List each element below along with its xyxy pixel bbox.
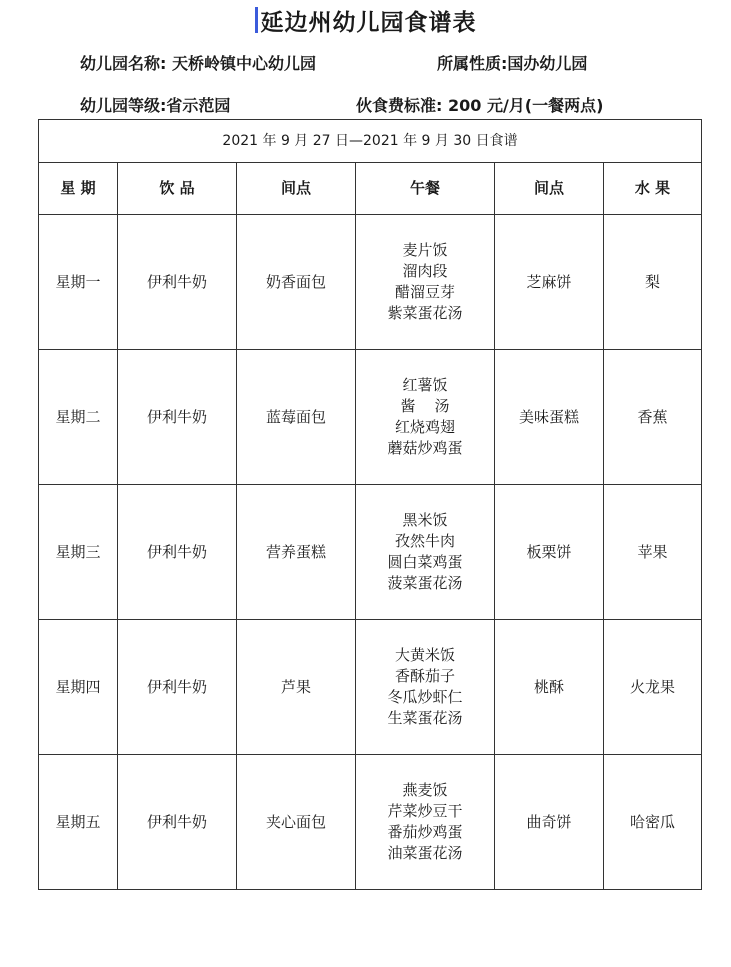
table-row [39, 755, 702, 890]
lunch-cell [356, 620, 495, 755]
date-range: 2021 年 9 月 27 日—2021 年 9 月 30 日食谱 [39, 120, 702, 163]
table-row [39, 620, 702, 755]
kindergarten-name: 幼儿园名称: 天桥岭镇中心幼儿园 [80, 54, 316, 73]
fruit-cell: 香蕉 [604, 350, 702, 485]
day-cell: 星期一 [39, 215, 118, 350]
drink-cell: 伊利牛奶 [118, 350, 237, 485]
lunch-item: 大黄米饭 [394, 646, 455, 664]
snack-afternoon-cell: 桃酥 [495, 620, 604, 755]
day-cell: 星期三 [39, 485, 118, 620]
day-cell: 星期五 [39, 755, 118, 890]
lunch-item: 麦片饭 [402, 241, 448, 259]
header-drink: 饮 品 [118, 163, 237, 215]
snack-afternoon-cell: 芝麻饼 [495, 215, 604, 350]
header-fruit: 水 果 [604, 163, 702, 215]
kindergarten-nature: 所属性质:国办幼儿园 [437, 54, 588, 73]
drink-cell: 伊利牛奶 [118, 485, 237, 620]
snack-afternoon-cell: 美味蛋糕 [495, 350, 604, 485]
lunch-item: 酱 汤 [400, 397, 450, 415]
day-cell: 星期二 [39, 350, 118, 485]
snack-morning-cell: 营养蛋糕 [237, 485, 356, 620]
snack-morning-cell: 奶香面包 [237, 215, 356, 350]
fruit-cell: 火龙果 [604, 620, 702, 755]
lunch-item: 紫菜蛋花汤 [387, 304, 463, 322]
kindergarten-level: 幼儿园等级:省示范园 [80, 96, 231, 115]
fruit-cell: 哈密瓜 [604, 755, 702, 890]
lunch-item: 冬瓜炒虾仁 [387, 688, 463, 706]
snack-morning-cell: 夹心面包 [237, 755, 356, 890]
snack-afternoon-cell: 曲奇饼 [495, 755, 604, 890]
table-row [39, 485, 702, 620]
snack-afternoon-cell: 板栗饼 [495, 485, 604, 620]
menu-table [38, 119, 702, 890]
lunch-item: 孜然牛肉 [394, 532, 455, 550]
lunch-cell [356, 485, 495, 620]
lunch-item: 芹菜炒豆干 [387, 802, 463, 820]
drink-cell: 伊利牛奶 [118, 620, 237, 755]
lunch-item: 番茄炒鸡蛋 [387, 823, 463, 841]
header-row [39, 163, 702, 215]
header-snack-afternoon: 间点 [495, 163, 604, 215]
page-title-container [0, 4, 731, 37]
date-range-row [39, 120, 702, 163]
lunch-item: 蘑菇炒鸡蛋 [387, 439, 463, 457]
lunch-item: 燕麦饭 [402, 781, 448, 799]
snack-morning-cell: 芦果 [237, 620, 356, 755]
header-snack-morning: 间点 [237, 163, 356, 215]
lunch-cell [356, 215, 495, 350]
header-day: 星 期 [39, 163, 118, 215]
lunch-cell [356, 350, 495, 485]
page-title: 延边州幼儿园食谱表 [260, 10, 477, 36]
header-lunch: 午餐 [356, 163, 495, 215]
lunch-item: 黑米饭 [402, 511, 448, 529]
lunch-item: 醋溜豆芽 [394, 283, 455, 301]
lunch-cell [356, 755, 495, 890]
lunch-item: 生菜蛋花汤 [387, 709, 463, 727]
fruit-cell: 梨 [604, 215, 702, 350]
drink-cell: 伊利牛奶 [118, 755, 237, 890]
lunch-item: 溜肉段 [402, 262, 448, 280]
drink-cell: 伊利牛奶 [118, 215, 237, 350]
fruit-cell: 苹果 [604, 485, 702, 620]
lunch-item: 红烧鸡翅 [394, 418, 455, 436]
table-row [39, 350, 702, 485]
meal-fee-standard: 伙食费标准: 200 元/月(一餐两点) [356, 96, 604, 115]
page-title-wrap [255, 4, 477, 37]
lunch-item: 香酥茄子 [394, 667, 455, 685]
lunch-item: 圆白菜鸡蛋 [387, 553, 463, 571]
lunch-item: 红薯饭 [402, 376, 448, 394]
day-cell: 星期四 [39, 620, 118, 755]
snack-morning-cell: 蓝莓面包 [237, 350, 356, 485]
table-row [39, 215, 702, 350]
lunch-item: 菠菜蛋花汤 [387, 574, 463, 592]
text-cursor [255, 7, 258, 33]
lunch-item: 油菜蛋花汤 [387, 844, 463, 862]
